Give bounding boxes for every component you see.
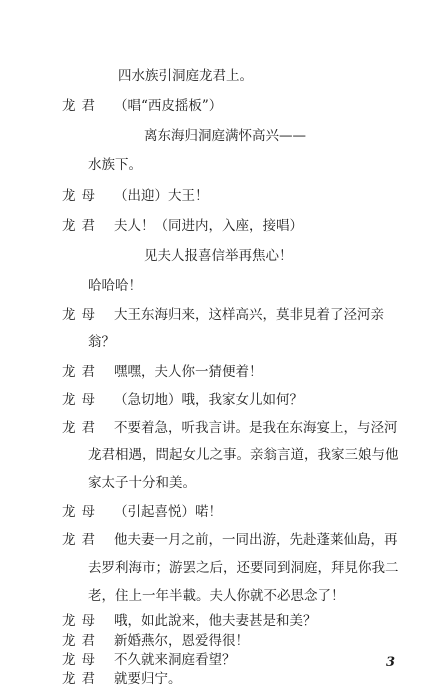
line-text: 夫人！（同进内，入座，接唱） [114, 218, 303, 234]
line-text: 不久就来洞庭看望？ [114, 652, 236, 668]
line-text: 他夫妻一月之前，一同出游，先赴蓬莱仙島，再 [114, 532, 398, 548]
speaker-label: 龙母 [62, 392, 101, 408]
line-text: 哈哈哈！ [88, 278, 142, 294]
line-text: 离东海归洞庭满怀高兴—— [144, 128, 306, 144]
line-text: （唱“西皮摇板”） [114, 98, 223, 114]
line-text: 去罗利海市；游罢之后，还要同到洞庭，拜見你我二 [88, 560, 399, 576]
line-text: （引起喜悦）喏！ [114, 504, 222, 520]
line-text: 哦，如此說来，他夫妻甚是和美？ [114, 613, 317, 629]
line-text: 就要归宁。 [114, 671, 182, 687]
line-text: 不要着急，听我言讲。是我在东海宴上，与泾河 [114, 420, 398, 436]
line-text: 见夫人报喜信举再焦心！ [144, 248, 293, 264]
line-text: 嘿嘿，夫人你一猜便着！ [114, 364, 263, 380]
line-text: 水族下。 [88, 157, 142, 173]
line-text: 翁？ [88, 334, 115, 350]
line-text: 大王东海归来，这样高兴，莫非見着了泾河亲 [114, 307, 384, 323]
speaker-label: 龙母 [62, 188, 101, 204]
speaker-label: 龙君 [62, 633, 101, 649]
line-text: 老，住上一年半載。夫人你就不必思念了！ [88, 588, 345, 604]
line-text: 家太子十分和美。 [88, 475, 196, 491]
line-text: 龙君相遇，問起女儿之事。亲翁言道，我家三娘与他 [88, 447, 399, 463]
line-text: （急切地）哦，我家女儿如何？ [114, 392, 303, 408]
speaker-label: 龙君 [62, 671, 101, 687]
speaker-label: 龙君 [62, 98, 101, 114]
speaker-label: 龙君 [62, 420, 101, 436]
speaker-label: 龙母 [62, 613, 101, 629]
speaker-label: 龙君 [62, 364, 101, 380]
line-text: （出迎）大王！ [114, 188, 209, 204]
line-text: 四水族引洞庭龙君上。 [118, 68, 253, 84]
speaker-label: 龙君 [62, 218, 101, 234]
speaker-label: 龙君 [62, 532, 101, 548]
page-number: 3 [386, 655, 396, 670]
speaker-label: 龙母 [62, 307, 101, 323]
speaker-label: 龙母 [62, 652, 101, 668]
line-text: 新婚燕尔，恩爱得很！ [114, 633, 249, 649]
speaker-label: 龙母 [62, 504, 101, 520]
